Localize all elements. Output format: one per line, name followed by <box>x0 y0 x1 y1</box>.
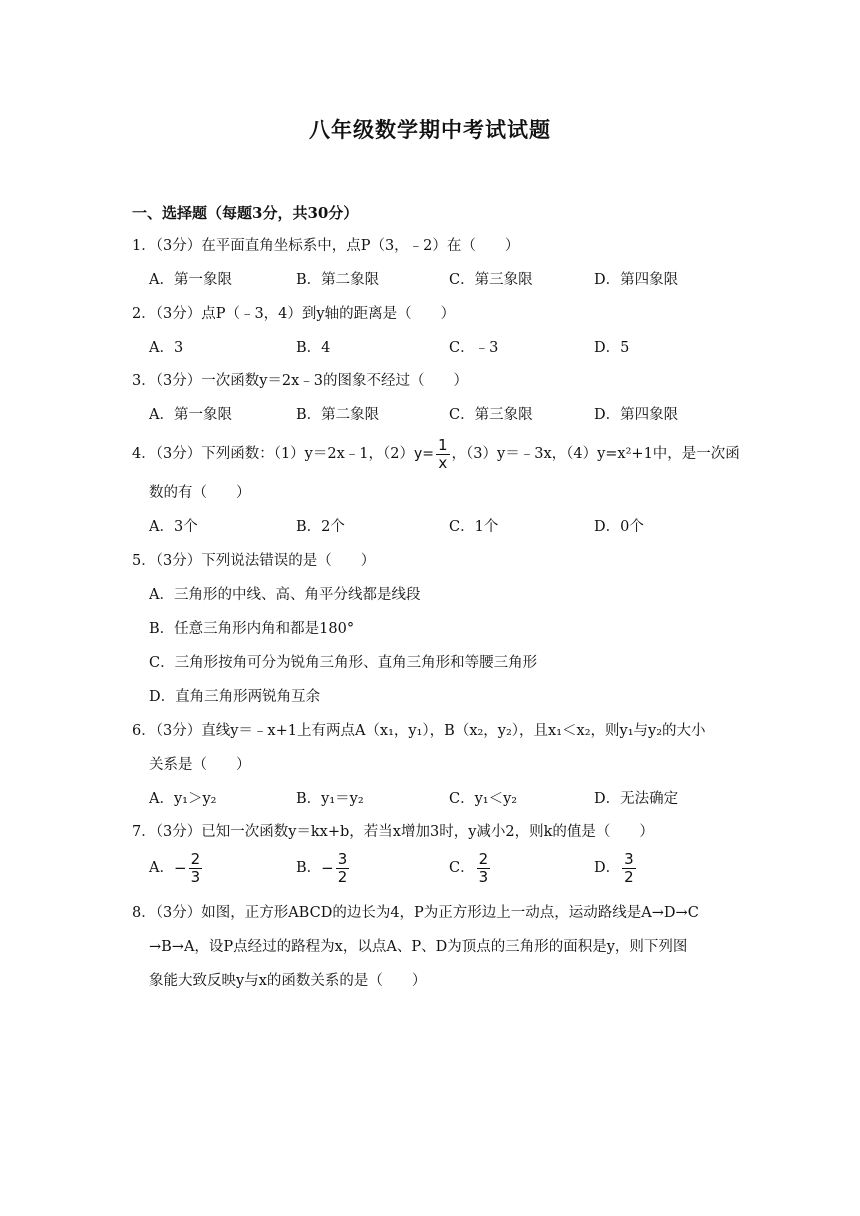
q7-option-d-label: D． <box>594 860 621 876</box>
q6-option-b: B．y₁＝y₂ <box>296 791 364 807</box>
q4-stem-pre: 4．（3分）下列函数：（1）y＝2x﹣1，（2） <box>132 446 414 462</box>
q7-option-a <box>149 850 204 886</box>
q6-option-a: A．y₁＞y₂ <box>149 791 217 807</box>
question-7-stem: 7．（3分）已知一次函数y＝kx+b，若当x增加3时，y减小2，则k的值是（ ） <box>132 824 654 840</box>
q7-option-b <box>296 850 351 886</box>
q2-option-b: B．4 <box>296 340 331 356</box>
q7-option-a-fraction <box>189 851 203 886</box>
q7-option-d-fraction <box>622 851 636 886</box>
q1-option-b: B．第二象限 <box>296 272 380 288</box>
q7-option-d-denominator: 2 <box>624 867 634 886</box>
q3-option-d: D．第四象限 <box>594 407 679 423</box>
q4-stem-post: ，（3）y＝﹣3x，（4）y=x²+1中，是一次函 <box>451 446 740 462</box>
q1-option-a: A．第一象限 <box>149 272 232 288</box>
q4-fraction-numerator: 1 <box>438 435 448 454</box>
q3-option-b: B．第二象限 <box>296 407 380 423</box>
question-8-line-3: 象能大致反映y与x的函数关系的是（ ） <box>149 973 427 989</box>
question-6-stem: 6．（3分）直线y＝﹣x+1上有两点A（x₁，y₁），B（x₂，y₂），且x₁＜x₂，则y₁与y₂的大小 <box>132 723 706 739</box>
q5-option-a: A．三角形的中线、高、角平分线都是线段 <box>149 587 421 603</box>
page-title: 八年级数学期中考试试题 <box>309 117 551 142</box>
q5-option-c: C．三角形按角可分为锐角三角形、直角三角形和等腰三角形 <box>149 655 538 671</box>
q3-option-c: C．第三象限 <box>449 407 533 423</box>
q1-option-c: C．第三象限 <box>449 272 533 288</box>
q4-option-b: B．2个 <box>296 519 345 535</box>
question-4-stem <box>132 434 740 474</box>
question-8-line-2: →B→A，设P点经过的路程为x，以点A、P、D为顶点的三角形的面积是y，则下列图 <box>149 939 688 955</box>
question-4-stem-line2: 数的有（ ） <box>149 485 251 501</box>
q4-option-a: A．3个 <box>149 519 198 535</box>
q4-option-d: D．0个 <box>594 519 644 535</box>
q7-option-b-label: B． <box>296 860 322 876</box>
q2-option-c: C．﹣3 <box>449 340 499 356</box>
q7-option-c-denominator: 3 <box>478 867 489 886</box>
q5-option-d: D．直角三角形两锐角互余 <box>149 689 321 705</box>
q7-option-b-sign: − <box>321 859 334 877</box>
question-1-stem: 1．（3分）在平面直角坐标系中，点P（3，﹣2）在（ ） <box>132 238 520 254</box>
section-heading: 一、选择题（每题3分，共30分） <box>132 204 359 222</box>
q7-option-c-fraction <box>477 851 491 886</box>
q7-option-b-numerator: 3 <box>337 849 348 868</box>
q7-option-a-label: A． <box>149 860 174 876</box>
q4-fraction <box>436 437 450 472</box>
q7-option-c-label: C． <box>449 860 475 876</box>
question-8-line-1: 8．（3分）如图，正方形ABCD的边长为4，P为正方形边上一动点，运动路线是A→D→C <box>132 905 699 921</box>
q3-option-a: A．第一象限 <box>149 407 232 423</box>
q7-option-a-numerator: 2 <box>190 849 201 868</box>
q7-option-a-denominator: 3 <box>190 867 201 886</box>
q7-option-d <box>594 850 638 886</box>
q5-option-b: B．任意三角形内角和都是180° <box>149 621 355 637</box>
q6-option-d: D．无法确定 <box>594 791 679 807</box>
q1-option-d: D．第四象限 <box>594 272 679 288</box>
q7-option-d-numerator: 3 <box>624 849 634 868</box>
q4-fraction-lhs: y= <box>413 446 434 462</box>
q7-option-b-denominator: 2 <box>337 867 348 886</box>
question-2-stem: 2．（3分）点P（﹣3，4）到y轴的距离是（ ） <box>132 306 456 322</box>
q4-fraction-denominator: x <box>438 453 448 472</box>
q7-option-b-fraction <box>336 851 350 886</box>
q6-option-c: C．y₁＜y₂ <box>449 791 518 807</box>
question-5-stem: 5．（3分）下列说法错误的是（ ） <box>132 553 376 569</box>
question-6-stem-line2: 关系是（ ） <box>149 757 251 773</box>
q2-option-a: A．3 <box>149 340 184 356</box>
q7-option-c-numerator: 2 <box>478 849 489 868</box>
q7-option-a-sign: − <box>173 859 187 877</box>
q2-option-d: D．5 <box>594 340 630 356</box>
question-3-stem: 3．（3分）一次函数y＝2x﹣3的图象不经过（ ） <box>132 373 469 389</box>
q4-option-c: C．1个 <box>449 519 499 535</box>
q7-option-c <box>449 850 492 886</box>
